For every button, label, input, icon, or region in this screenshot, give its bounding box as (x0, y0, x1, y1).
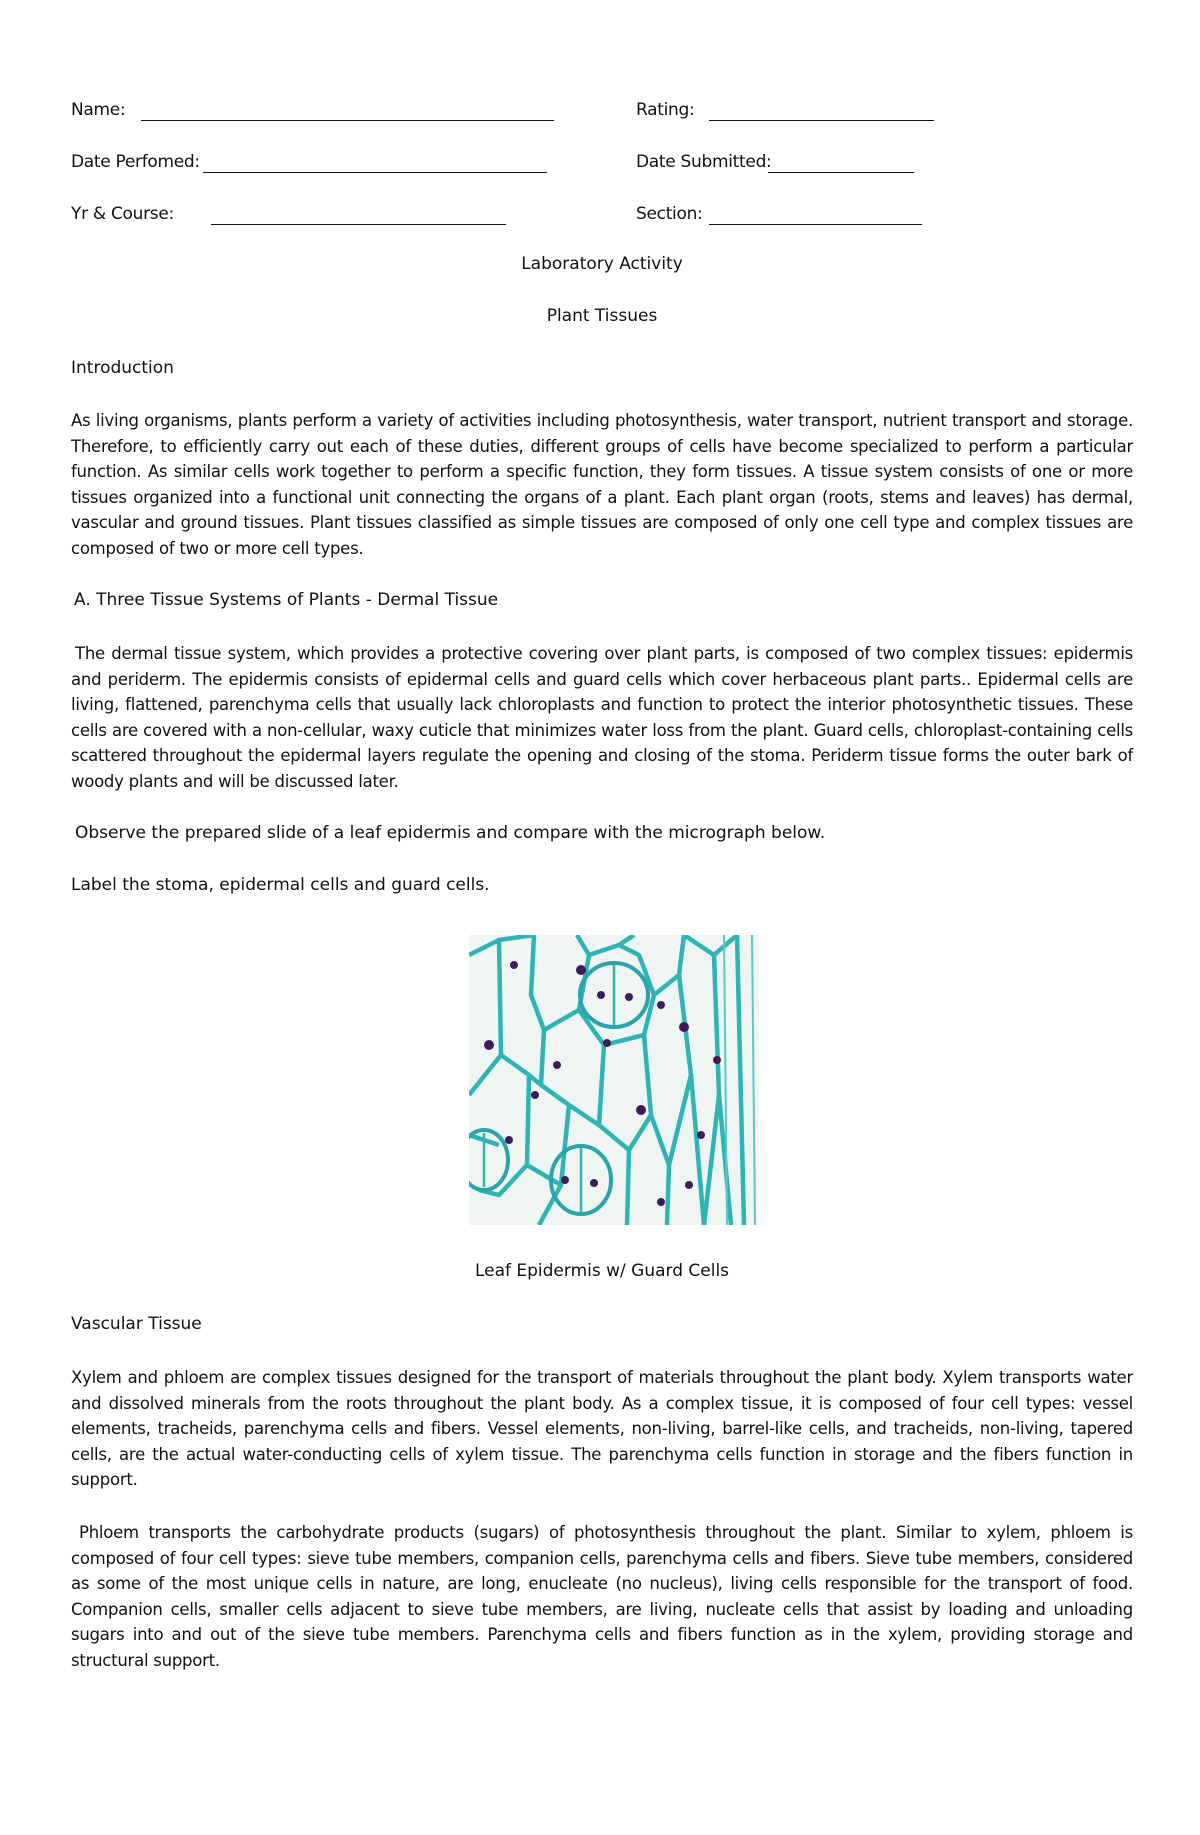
name-blank-line[interactable] (141, 120, 554, 121)
date-submitted-blank-line[interactable] (768, 172, 914, 173)
label-instruction: Label the stoma, epidermal cells and guard cells. (71, 875, 490, 895)
section-blank-line[interactable] (709, 224, 922, 225)
micrograph-image (469, 935, 759, 1225)
rating-label: Rating: (636, 100, 695, 120)
dermal-tissue-paragraph: The dermal tissue system, which provides a protective covering over plant parts, is composed of two complex tissues: epidermis and periderm. The epidermis consists of epidermal cells and guard cells which cover herbaceous plant parts.. Epidermal cells are living, flattened, parenchyma cells that usually lack chloroplasts and function to protect the interior photosynthetic tissues. These cells are covered with a non-cellular, waxy cuticle that minimizes water loss from the plant. Guard cells, chloroplast-containing cells scattered throughout the epidermal layers regulate the opening and closing of the stoma. Periderm tissue forms the outer bark of woody plants and will be discussed later. (71, 644, 1133, 791)
dermal-tissue-heading: A. Three Tissue Systems of Plants - Dermal Tissue (74, 590, 499, 610)
rating-field[interactable] (636, 100, 936, 126)
yr-course-label: Yr & Course: (71, 204, 174, 224)
section-field[interactable] (636, 204, 936, 230)
name-label: Name: (71, 100, 126, 120)
worksheet-page (71, 0, 1133, 1835)
rating-blank-line[interactable] (709, 120, 934, 121)
vascular-tissue-heading: Vascular Tissue (71, 1314, 202, 1334)
yr-course-blank-line[interactable] (211, 224, 506, 225)
date-performed-field[interactable] (71, 152, 571, 178)
date-performed-blank-line[interactable] (203, 172, 547, 173)
phloem-paragraph: Phloem transports the carbohydrate products (sugars) of photosynthesis throughout the plant. Similar to xylem, phloem is composed of four cell types: sieve tube members, companion cells, parenchyma cells and fibers. Sieve tube members, considered as some of the most unique cells in nature, are long, enucleate (no nucleus), living cells responsible for the transport of food. Companion cells, smaller cells adjacent to sieve tube members, are living, nucleate cells that assist by loading and unloading sugars into and out of the sieve tube members. Parenchyma cells and fibers function as in the xylem, providing storage and structural support. (71, 1523, 1133, 1670)
section-label: Section: (636, 204, 703, 224)
date-submitted-label: Date Submitted: (636, 152, 772, 172)
leaf-epidermis-micrograph (469, 935, 759, 1225)
date-performed-label: Date Perfomed: (71, 152, 200, 172)
activity-title: Laboratory Activity (521, 254, 683, 274)
topic-title: Plant Tissues (546, 306, 658, 326)
date-submitted-field[interactable] (636, 152, 936, 178)
figure-caption: Leaf Epidermis w/ Guard Cells (474, 1261, 730, 1281)
xylem-paragraph: Xylem and phloem are complex tissues designed for the transport of materials throughout the plant body. Xylem transports water and dissolved minerals from the roots throughout the plant body. As a complex tissue, it is composed of four cell types: vessel elements, tracheids, parenchyma cells and fibers. Vessel elements, non-living, barrel-like cells, and tracheids, non-living, tapered cells, are the actual water-conducting cells of xylem tissue. The parenchyma cells function in storage and the fibers function in support. (71, 1368, 1133, 1490)
yr-course-field[interactable] (71, 204, 571, 230)
introduction-paragraph: As living organisms, plants perform a variety of activities including photosynthesis, water transport, nutrient transport and storage. Therefore, to efficiently carry out each of these duties, different groups of cells have become specialized to perform a particular function. As similar cells work together to perform a specific function, they form tissues. A tissue system consists of one or more tissues organized into a functional unit connecting the organs of a plant. Each plant organ (roots, stems and leaves) has dermal, vascular and ground tissues. Plant tissues classified as simple tissues are composed of only one cell type and complex tissues are composed of two or more cell types. (71, 411, 1133, 558)
name-field[interactable] (71, 100, 571, 126)
introduction-heading: Introduction (71, 358, 174, 378)
observe-instruction: Observe the prepared slide of a leaf epidermis and compare with the micrograph below. (75, 823, 826, 843)
